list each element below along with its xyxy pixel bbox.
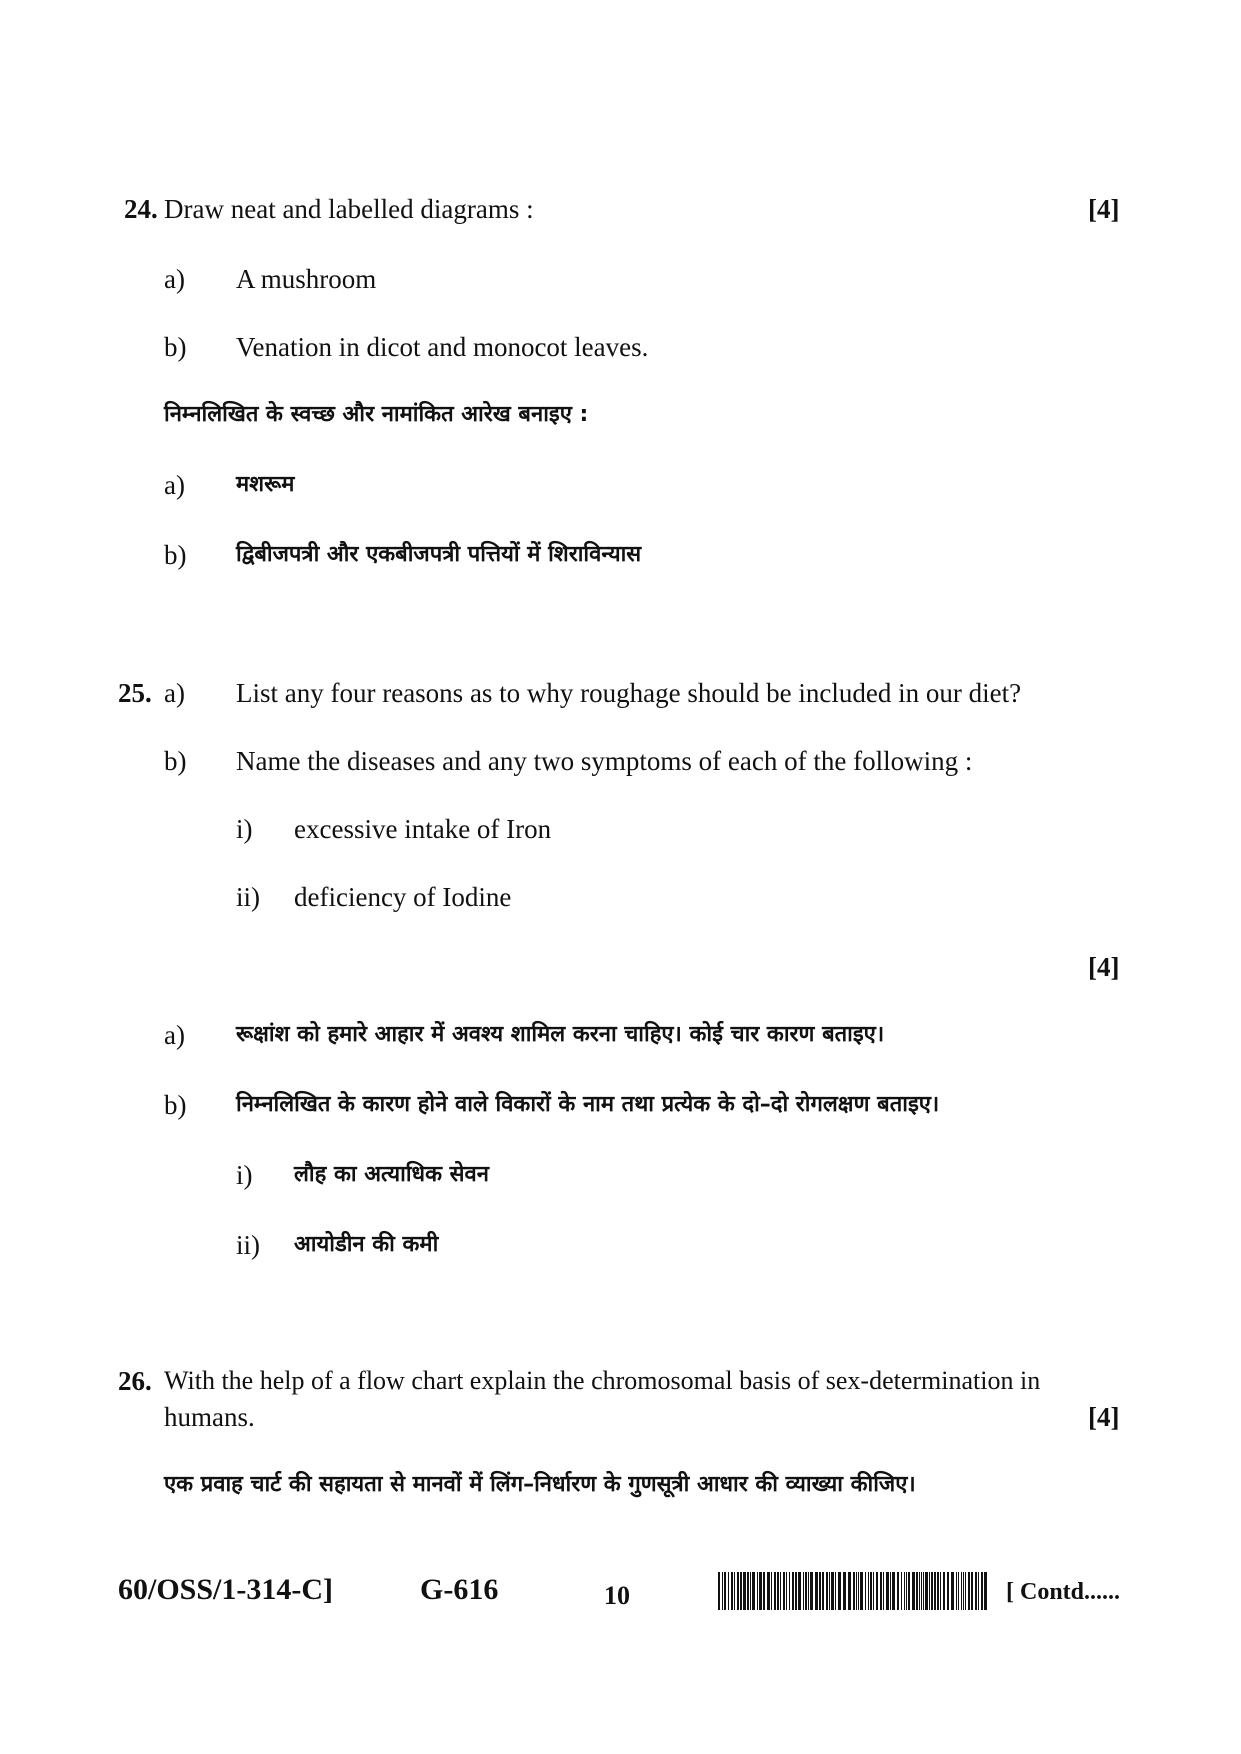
q24-hindi-item-a-label: a) — [164, 470, 185, 500]
q25-sub-ii-label: ii) — [236, 882, 260, 912]
q26-marks: [4] — [1088, 1402, 1120, 1432]
q24-item-b-label: b) — [164, 332, 187, 362]
q24-hindi-item-a-text: मशरूम — [236, 472, 295, 497]
q25-part-a-label: a) — [164, 678, 185, 708]
q25-hindi-part-b-text: निम्नलिखित के कारण होने वाले विकारों के नाम तथा प्रत्येक के दो–दो रोगलक्षण बताइए। — [236, 1092, 940, 1117]
q24-hindi-item-b-label: b) — [164, 540, 187, 570]
q24-item-a-text: A mushroom — [236, 264, 377, 294]
q26-line2: humans. — [164, 1402, 255, 1432]
q24-marks: [4] — [1088, 194, 1120, 224]
contd-label: [ Contd...... — [1006, 1579, 1121, 1605]
q25-hindi-sub-i-label: i) — [236, 1160, 253, 1190]
page-number: 10 — [604, 1581, 630, 1610]
q26-number: 26. — [118, 1366, 152, 1396]
q25-hindi-sub-ii-text: आयोडीन की कमी — [294, 1232, 439, 1257]
q25-part-b-label: b) — [164, 746, 187, 776]
q25-hindi-sub-ii-label: ii) — [236, 1230, 260, 1260]
q25-sub-i-label: i) — [236, 814, 253, 844]
q25-marks: [4] — [1088, 952, 1120, 982]
q24-item-b-text: Venation in dicot and monocot leaves. — [236, 332, 649, 362]
q25-hindi-sub-i-text: लौह का अत्याधिक सेवन — [294, 1162, 489, 1187]
q25-number: 25. — [118, 678, 152, 708]
q25-part-b-text: Name the diseases and any two symptoms of each of the following : — [236, 746, 973, 776]
q25-hindi-part-a-label: a) — [164, 1020, 185, 1050]
paper-code: 60/OSS/1-314-C] — [118, 1573, 334, 1606]
q24-hindi-question: निम्नलिखित के स्वच्छ और नामांकित आरेख बनाइए : — [164, 402, 589, 427]
q25-hindi-part-a-text: रूक्षांश को हमारे आहार में अवश्य शामिल करना चाहिए। कोई चार कारण बताइए। — [236, 1022, 885, 1047]
q25-hindi-part-b-label: b) — [164, 1090, 187, 1120]
q24-number: 24. — [124, 194, 158, 224]
series-code: G-616 — [420, 1573, 499, 1606]
q25-sub-i-text: excessive intake of Iron — [294, 814, 552, 844]
q26-line1: With the help of a flow chart explain the chromosomal basis of sex-determination in — [164, 1366, 1041, 1395]
q25-sub-ii-text: deficiency of Iodine — [294, 882, 512, 912]
barcode-icon — [718, 1572, 990, 1610]
q25-part-a-text: List any four reasons as to why roughage should be included in our diet? — [236, 678, 1022, 708]
q24-question: Draw neat and labelled diagrams : — [164, 194, 534, 224]
q26-hindi: एक प्रवाह चार्ट की सहायता से मानवों में लिंग–निर्धारण के गुणसूत्री आधार की व्याख्या कीजिए। — [164, 1472, 916, 1497]
q24-hindi-item-b-text: द्विबीजपत्री और एकबीजपत्री पत्तियों में शिराविन्यास — [236, 542, 642, 567]
q24-item-a-label: a) — [164, 264, 185, 294]
